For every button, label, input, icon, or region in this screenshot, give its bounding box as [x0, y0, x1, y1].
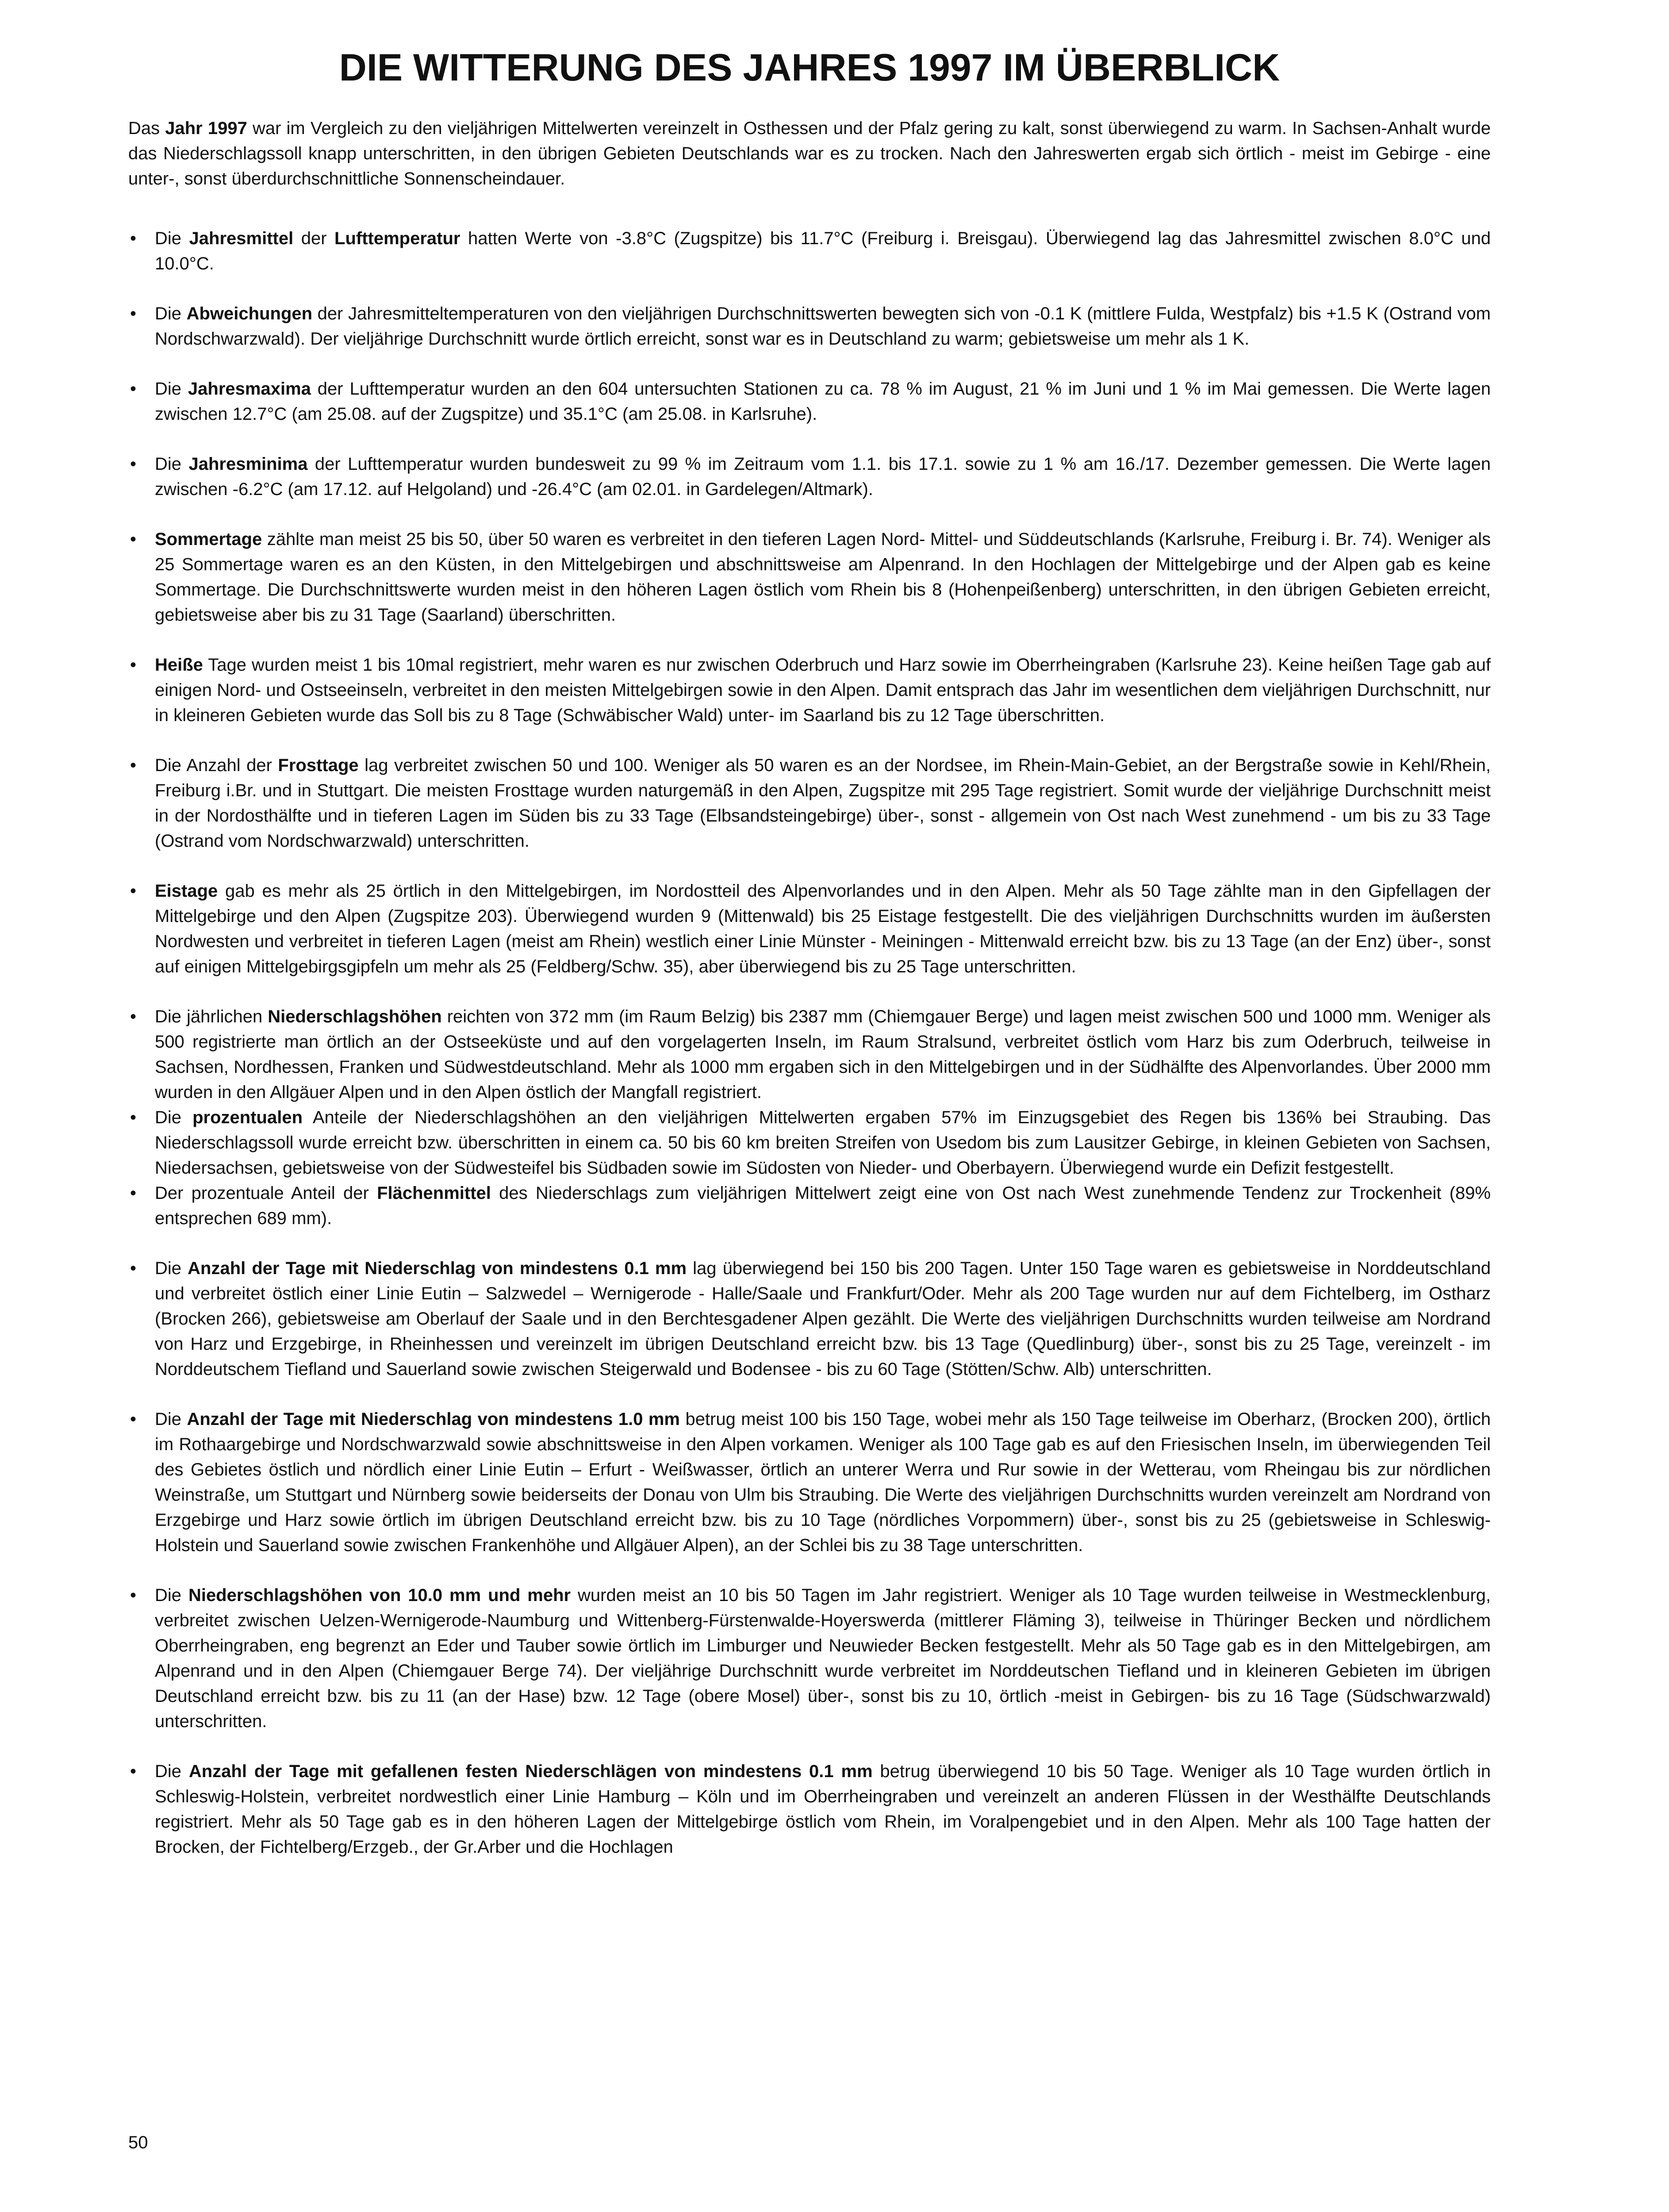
item-text: der Lufttemperatur wurden bundesweit zu 99 % im Zeitraum vom 1.1. bis 17.1. sowie zu 1 % am 16./17. Dezember gemessen. Die Werte lagen zwischen -6.2°C (am 17.12. auf Helgoland) und -26.4°C (am 02.01. in Gardelegen/Altmark). [155, 454, 1491, 499]
item-bold: Niederschlagshöhen von 10.0 mm und mehr [188, 1586, 571, 1605]
item-text: lag verbreitet zwischen 50 und 100. Weniger als 50 waren es an der Nordsee, im Rhein-Main-Gebiet, an der Bergstraße sowie in Kehl/Rhein, Freiburg i.Br. und in Stuttgart. Die meisten Frosttage wurden naturgemäß in den Alpen, Zugspitze mit 295 Tage registriert. Somit wurde der vieljährige Durchschnitt meist in der Nordosthälfte und in tieferen Lagen im Süden bis zu 33 Tage (Elbsandsteingebirge) über-, sonst - allgemein von Ost nach West zunehmend - um bis zu 33 Tage (Ostrand vom Nordschwarzwald) unterschritten. [155, 756, 1491, 851]
item-text: reichten von 372 mm (im Raum Belzig) bis 2387 mm (Chiemgauer Berge) und lagen meist zwischen 500 und 1000 mm. Weniger als 500 registrierte man örtlich an der Ostseeküste und auf den vorgelagerten Inseln, im Raum Stralsund, verbreitet östlich vom Harz bis zum Oderbruch, teilweise in Sachsen, Nordhessen, Franken und Südwestdeutschland. Mehr als 1000 mm ergaben sich in den Mittelgebirgen und in der Südhälfte des Alpenvorlandes. Über 2000 mm wurden in den Allgäuer Alpen und in den Alpen östlich der Mangfall registriert. [155, 1007, 1491, 1102]
bullet-item-feste-niederschlaege [128, 1759, 1491, 1860]
item-text: hatten Werte von -3.8°C (Zugspitze) bis 11.7°C (Freiburg i. Breisgau). Überwiegend lag das Jahresmittel zwischen 8.0°C und 10.0°C. [155, 229, 1491, 273]
item-bold: Eistage [155, 881, 218, 901]
item-text: Tage wurden meist 1 bis 10mal registriert, mehr waren es nur zwischen Oderbruch und Harz sowie im Oberrheingraben (Karlsruhe 23). Keine heißen Tage gab auf einigen Nord- und Ostseeinseln, verbreitet in den meisten Mittelgebirgen sowie in den Alpen. Damit entsprach das Jahr im wesentlichen dem vieljährigen Durchschnitt, nur in kleineren Gebieten wurde das Soll bis zu 8 Tage (Schwäbischer Wald) unter- im Saarland bis zu 12 Tage überschritten. [155, 655, 1491, 725]
item-text: der Lufttemperatur wurden an den 604 untersuchten Stationen zu ca. 78 % im August, 21 % im Juni und 1 % im Mai gemessen. Die Werte lagen zwischen 12.7°C (am 25.08. auf der Zugspitze) und 35.1°C (am 25.08. in Karlsruhe). [155, 379, 1491, 424]
item-text: des Niederschlags zum vieljährigen Mittelwert zeigt eine von Ost nach West zunehmende Tendenz zur Trockenheit (89% entsprechen 689 mm). [155, 1183, 1491, 1228]
bullet-item-niederschlagshoehen [128, 1004, 1491, 1105]
bullet-icon: • [130, 1762, 137, 1781]
item-text: der Jahresmitteltemperaturen von den vieljährigen Durchschnittswerten bewegten sich von -0.1 K (mittlere Fulda, Westpfalz) bis +1.5 K (Ostrand vom Nordschwarzwald). Der vieljährige Durchschnitt wurde örtlich erreicht, sonst war es in Deutschland zu warm; gebietsweise um mehr als 1 K. [155, 304, 1491, 349]
item-text: Die jährlichen [155, 1007, 268, 1026]
item-text: Die [155, 1586, 188, 1605]
bullet-icon: • [130, 379, 137, 399]
bullet-item-jahresmittel [128, 226, 1491, 276]
bullet-icon: • [130, 454, 137, 474]
item-text: betrug überwiegend 10 bis 50 Tage. Weniger als 10 Tage wurden örtlich in Schleswig-Holstein, verbreitet nordwestlich einer Linie Hamburg – Köln und im Oberrheingraben und vereinzelt an anderen Flüssen in der Westhälfte Deutschlands registriert. Mehr als 50 Tage gab es in den höheren Lagen der Mittelgebirge östlich vom Rhein, im Voralpengebiet und in den Alpen. Mehr als 100 Tage hatten der Brocken, der Fichtelberg/Erzgeb., der Gr.Arber und die Hochlagen [155, 1762, 1491, 1857]
item-text: lag überwiegend bei 150 bis 200 Tagen. Unter 150 Tage waren es gebietsweise in Norddeutschland und verbreitet östlich einer Linie Eutin – Salzwedel – Wernigerode - Halle/Saale und Frankfurt/Oder. Mehr als 200 Tage wurden nur auf dem Fichtelberg, im Ostharz (Brocken 266), gebietsweise am Oberlauf der Saale und in den Berchtesgadener Alpen gezählt. Die Werte des vieljährigen Durchschnitts wurden teilweise am Nordrand von Harz und Erzgebirge, in Rheinhessen und vereinzelt im übrigen Deutschland erreicht bzw. bis 13 Tage (Quedlinburg) über-, sonst bis zu 25 Tage, vereinzelt - im Norddeutschem Tiefland und Sauerland sowie zwischen Steigerwald und Bodensee - bis zu 60 Tage (Stötten/Schw. Alb) unterschritten. [155, 1259, 1491, 1379]
bullet-icon: • [130, 881, 137, 901]
item-text: Die [155, 229, 189, 248]
bullet-item-abweichungen [128, 301, 1491, 352]
intro-text-pre: Das [128, 119, 165, 138]
bullet-item-jahresmaxima [128, 376, 1491, 427]
item-bold: Jahresmaxima [188, 379, 311, 399]
document-body [128, 116, 1491, 1885]
bullet-icon: • [130, 655, 137, 675]
bullet-item-jahresminima [128, 452, 1491, 502]
item-bold: Frosttage [278, 756, 359, 775]
bullet-icon: • [130, 1409, 137, 1429]
item-text: Die [155, 1259, 188, 1278]
bullet-item-prozentuale-anteile [128, 1105, 1491, 1181]
bullet-item-flaechenmittel [128, 1181, 1491, 1231]
item-text: Der prozentuale Anteil der [155, 1183, 377, 1203]
item-text: Die [155, 1108, 193, 1127]
bullet-item-niederschlag-10mm [128, 1583, 1491, 1734]
bullet-icon: • [130, 1586, 137, 1605]
item-text: Die [155, 1409, 187, 1429]
item-bold: prozentualen [192, 1108, 303, 1127]
item-text: gab es mehr als 25 örtlich in den Mittelgebirgen, im Nordostteil des Alpenvorlandes und in den Alpen. Mehr als 50 Tage zählte man in den Gipfellagen der Mittelgebirge und den Alpen (Zugspitze 203). Überwiegend wurden 9 (Mittenwald) bis 25 Eistage festgestellt. Die des vieljährigen Durchschnitts wurden im äußersten Nordwesten und verbreitet in tieferen Lagen (meist am Rhein) westlich einer Linie Münster - Meiningen - Mittenwald erreicht bzw. bis zu 13 Tage (an der Enz) über-, sonst auf einigen Mittelgebirgsgipfeln um mehr als 25 (Feldberg/Schw. 35), aber überwiegend bis zu 25 Tage unterschritten. [155, 881, 1491, 976]
bullet-icon: • [130, 1183, 137, 1203]
item-text: betrug meist 100 bis 150 Tage, wobei mehr als 150 Tage teilweise im Oberharz, (Brocken 200), örtlich im Rothaargebirge und Nordschwarzwald sowie abschnittsweise in den Alpen vorkamen. Weniger als 100 Tage gab es auf den Friesischen Inseln, im überwiegenden Teil des Gebietes östlich und nördlich einer Linie Eutin – Erfurt - Weißwasser, örtlich an unterer Werra und Rur sowie in der Wetterau, vom Rheingau bis zur nördlichen Weinstraße, um Stuttgart und Nürnberg sowie beiderseits der Donau von Ulm bis Straubing. Die Werte des vieljährigen Durchschnitts wurden vereinzelt am Nordrand von Erzgebirge und Harz sowie örtlich im übrigen Deutschland erreicht bzw. bis zu 10 Tage (nördliches Vorpommern) über-, sonst bis zu 25 (gebietsweise in Schleswig-Holstein und Sauerland sowie zwischen Frankenhöhe und Allgäuer Alpen), an der Schlei bis zu 38 Tage unterschritten. [155, 1409, 1491, 1555]
item-text: Die Anzahl der [155, 756, 278, 775]
item-bold: Jahresmittel [189, 229, 294, 248]
bullet-icon: • [130, 756, 137, 775]
bullet-list [128, 226, 1491, 1860]
item-bold: Flächenmittel [377, 1183, 491, 1203]
item-bold: Anzahl der Tage mit Niederschlag von mindestens 0.1 mm [188, 1259, 687, 1278]
intro-text-post: war im Vergleich zu den vieljährigen Mittelwerten vereinzelt in Osthessen und der Pfalz gering zu kalt, sonst überwiegend zu warm. In Sachsen-Anhalt wurde das Niederschlagssoll knapp unterschritten, in den übrigen Gebieten Deutschlands war es zu trocken. Nach den Jahreswerten ergab sich örtlich - meist im Gebirge - eine unter-, sonst überdurchschnittliche Sonnenscheindauer. [128, 119, 1491, 188]
bullet-icon: • [130, 1108, 137, 1127]
bullet-item-sommertage [128, 527, 1491, 628]
bullet-item-eistage [128, 879, 1491, 979]
item-bold: Lufttemperatur [334, 229, 460, 248]
bullet-item-tage-niederschlag-1-0mm [128, 1407, 1491, 1558]
bullet-item-heisse-tage [128, 653, 1491, 728]
bullet-icon: • [130, 1259, 137, 1278]
bullet-icon: • [130, 229, 137, 248]
item-bold: Sommertage [155, 530, 262, 549]
item-bold: Jahresminima [188, 454, 308, 474]
item-bold: Anzahl der Tage mit Niederschlag von mindestens 1.0 mm [187, 1409, 680, 1429]
intro-text-bold: Jahr 1997 [165, 119, 247, 138]
page-title: DIE WITTERUNG DES JAHRES 1997 IM ÜBERBLICK [339, 46, 1280, 89]
item-text: Die [155, 304, 187, 323]
page-number: 50 [128, 2133, 148, 2152]
bullet-item-frosttage [128, 753, 1491, 854]
item-text: Die [155, 454, 189, 474]
item-text: Die [155, 1762, 189, 1781]
bullet-icon: • [130, 1007, 137, 1026]
bullet-icon: • [130, 530, 137, 549]
item-text: wurden meist an 10 bis 50 Tagen im Jahr registriert. Weniger als 10 Tage wurden teilweise in Westmecklenburg, verbreitet zwischen Uelzen-Wernigerode-Naumburg und Wittenberg-Fürstenwalde-Hoyerswerda (mittlerer Fläming 3), teilweise in Thüringer Becken und nördlichem Oberrheingraben, eng begrenzt an Eder und Tauber sowie örtlich im Limburger und Neuwieder Becken festgestellt. Mehr als 50 Tage gab es in den Mittelgebirgen, am Alpenrand und in den Alpen (Chiemgauer Berge 74). Der vieljährige Durchschnitt wurde verbreitet im Norddeutschen Tiefland und in kleineren Gebieten im übrigen Deutschland erreicht bzw. bis zu 11 (an der Hase) bzw. 12 Tage (obere Mosel) über-, sonst bis zu 10, örtlich -meist in Gebirgen- bis zu 16 Tage (Südschwarzwald) unterschritten. [155, 1586, 1491, 1731]
item-bold: Niederschlagshöhen [268, 1007, 442, 1026]
bullet-icon: • [130, 304, 137, 323]
intro-paragraph [128, 116, 1491, 192]
item-bold: Abweichungen [186, 304, 313, 323]
item-text: Anteile der Niederschlagshöhen an den vieljährigen Mittelwerten ergaben 57% im Einzugsgebiet des Regen bis 136% bei Straubing. Das Niederschlagssoll wurde erreicht bzw. überschritten in einem ca. 50 bis 60 km breiten Streifen von Usedom bis zum Lausitzer Gebirge, in kleinen Gebieten von Sachsen, Niedersachsen, gebietsweise von der Südwesteifel bis Südbaden sowie im Südosten von Nieder- und Oberbayern. Überwiegend wurde ein Defizit festgestellt. [155, 1108, 1491, 1178]
item-bold: Heiße [155, 655, 203, 675]
item-bold: Anzahl der Tage mit gefallenen festen Niederschlägen von mindestens 0.1 mm [188, 1762, 873, 1781]
item-text: der [293, 229, 335, 248]
bullet-item-tage-niederschlag-0-1mm [128, 1256, 1491, 1382]
item-text: zählte man meist 25 bis 50, über 50 waren es verbreitet in den tieferen Lagen Nord- Mittel- und Süddeutschlands (Karlsruhe, Freiburg i. Br. 74). Weniger als 25 Sommertage waren es an den Küsten, in den Mittelgebirgen und abschnittsweise am Alpenrand. In den Hochlagen der Mittelgebirge und der Alpen gab es keine Sommertage. Die Durchschnittswerte wurden meist in den höheren Lagen östlich vom Rhein bis 8 (Hohenpeißenberg) unterschritten, in den übrigen Gebieten erreicht, gebietsweise aber bis zu 31 Tage (Saarland) überschritten. [155, 530, 1491, 625]
item-text: Die [155, 379, 188, 399]
